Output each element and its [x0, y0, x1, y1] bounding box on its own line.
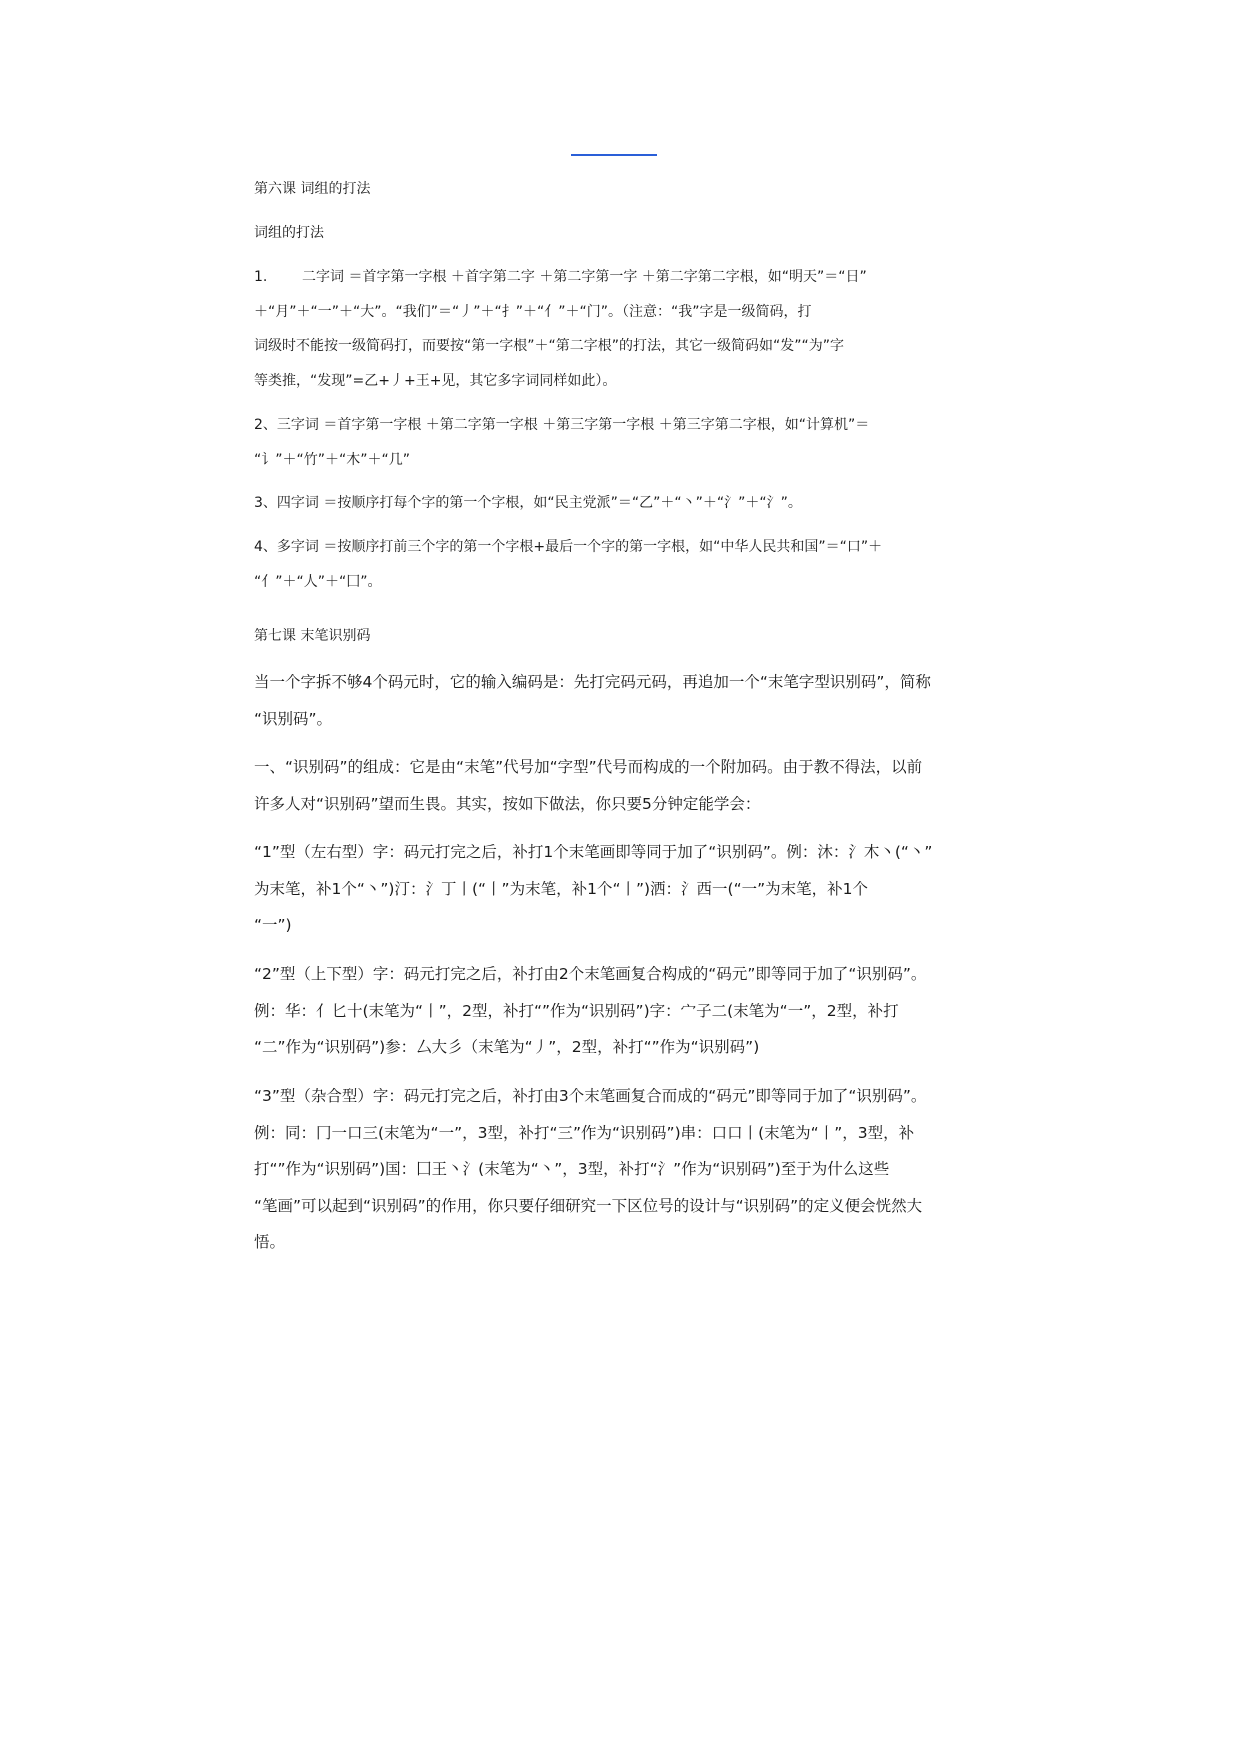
- item1-text: 二字词 ＝首字第一字根 ＋首字第二字 ＋第二字第一字 ＋第二字第二字根，如“明天”＝“日”: [302, 269, 867, 285]
- lesson7-part1: [254, 749, 922, 822]
- type3-line-4: “笔画”可以起到“识别码”的作用，你只要仔细研究一下区位号的设计与“识别码”的定义便会恍然大: [254, 1196, 923, 1215]
- lesson6-subtitle: 词组的打法: [254, 225, 324, 241]
- type2-line-2: 例：华：亻匕十(末笔为“丨”，2型，补打“”作为“识别码”)字：宀子二(末笔为“一”，2型，补打: [254, 1001, 899, 1020]
- item1-line-4: 等类推，“发现”=乙+丿+王+见，其它多字词同样如此）。: [254, 372, 617, 389]
- type3-line-2: 例：同：冂一口三(末笔为“一”，3型，补打“三”作为“识别码”)串：口口丨(末笔为“丨”，3型，补: [254, 1123, 915, 1142]
- item1-number: 1.: [254, 269, 268, 285]
- lesson6-item2: [254, 408, 869, 477]
- item2-line-2: “讠”＋“竹”＋“木”＋“几”: [254, 451, 411, 468]
- type1-line-3: “一”): [254, 916, 292, 934]
- part1-line-2: 许多人对“识别码”望而生畏。其实，按如下做法，你只要5分钟定能学会：: [254, 794, 761, 813]
- lesson7-title: 第七课 末笔识别码: [254, 628, 371, 644]
- lesson7-intro: [254, 664, 931, 737]
- item2-line-1: 2、三字词 ＝首字第一字根 ＋第二字第一字根 ＋第三字第一字根 ＋第三字第二字根，如“计算机”＝: [254, 417, 870, 433]
- type3-line-1: “3”型（杂合型）字：码元打完之后，补打由3个末笔画复合而成的“码元”即等同于加了“识别码”。: [254, 1087, 927, 1105]
- lesson7-type1: [254, 834, 932, 944]
- type3-line-3: 打“”作为“识别码”)国：囗王丶氵(末笔为“丶”，3型，补打“氵”作为“识别码”)至于为什么这些: [254, 1160, 890, 1178]
- item4-line-1: 4、多字词 ＝按顺序打前三个字的第一个字根+最后一个字的第一字根，如“中华人民共和国”＝“口”＋: [254, 539, 883, 555]
- type3-line-5: 悟。: [254, 1233, 286, 1251]
- item1-line-2: ＋“月”＋“一”＋“大”。“我们”＝“丿”＋“扌”＋“亻”＋“门”。（注意：“我”字是一级简码，打: [254, 303, 812, 320]
- lesson6-title: 第六课 词组的打法: [254, 181, 371, 197]
- part1-line-1: 一、“识别码”的组成：它是由“末笔”代号加“字型”代号而构成的一个附加码。由于教不得法，以前: [254, 758, 923, 776]
- lesson7-type2: [254, 956, 926, 1066]
- lesson6-item4: [254, 530, 882, 599]
- intro-line-2: “识别码”。: [254, 709, 333, 728]
- lesson6-item3: 3、四字词 ＝按顺序打每个字的第一个字根，如“民主党派”＝“乙”＋“丶”＋“氵”＋“氵”。: [254, 495, 802, 511]
- type1-line-1: “1”型（左右型）字：码元打完之后，补打1个末笔画即等同于加了“识别码”。例：沐：氵木丶(“丶”: [254, 843, 933, 861]
- item1-line-1: [254, 260, 867, 295]
- type2-line-1: “2”型（上下型）字：码元打完之后，补打由2个末笔画复合构成的“码元”即等同于加了“识别码”。: [254, 965, 927, 983]
- intro-line-1: 当一个字拆不够4个码元时，它的输入编码是：先打完码元码，再追加一个“末笔字型识别码”，简称: [254, 673, 931, 691]
- lesson7-type3: [254, 1078, 926, 1261]
- lesson6-item1: [254, 260, 867, 398]
- type2-line-3: “二”作为“识别码”)参：厶大彡（末笔为“丿”，2型，补打“”作为“识别码”): [254, 1038, 760, 1056]
- item1-line-3: 词级时不能按一级简码打，而要按“第一字根”＋“第二字根”的打法，其它一级简码如“发”“为”字: [254, 338, 845, 354]
- top-link-underline[interactable]: [571, 154, 657, 156]
- item4-line-2: “亻”＋“人”＋“囗”。: [254, 573, 382, 590]
- type1-line-2: 为末笔，补1个“丶”)汀：氵丁丨(“丨”为末笔，补1个“丨”)洒：氵西一(“一”为末笔，补1个: [254, 879, 869, 898]
